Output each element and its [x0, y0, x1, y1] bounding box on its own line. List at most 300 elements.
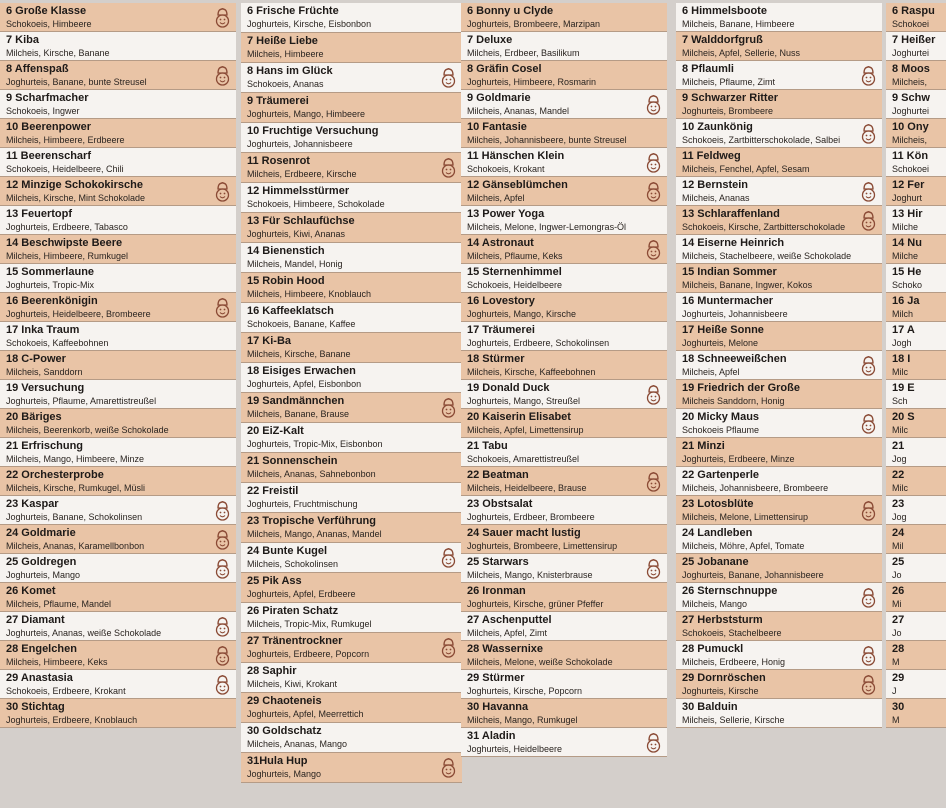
ice-cream-smiley-icon [215, 615, 230, 637]
menu-row [241, 213, 462, 243]
flavor-ingredients: Joghurtei [892, 106, 930, 116]
flavor-name: 12 Himmelsstürmer [247, 185, 350, 197]
flavor-ingredients: Jog [892, 454, 907, 464]
flavor-name: 24 Sauer macht lustig [467, 527, 581, 539]
flavor-ingredients: Joghurteis, Kirsche, Popcorn [467, 686, 583, 696]
menu-row [676, 3, 882, 32]
ice-cream-smiley-icon [441, 546, 456, 568]
menu-row [886, 699, 946, 728]
ice-cream-smiley-icon [646, 383, 661, 405]
menu-row [241, 513, 462, 543]
flavor-name: 6 Bonny u Clyde [467, 5, 554, 17]
flavor-ingredients: Milcheis, Apfel, Sellerie, Nuss [682, 48, 801, 58]
menu-row [886, 438, 946, 467]
flavor-name: 12 Fer [892, 179, 925, 191]
flavor-name: 13 Power Yoga [467, 208, 545, 220]
flavor-ingredients: Mil [892, 541, 904, 551]
flavor-ingredients: Milcheis, Mandel, Honig [247, 259, 343, 269]
menu-row [461, 409, 667, 438]
flavor-name: 12 Bernstein [682, 179, 749, 191]
flavor-name: 14 Beschwipste Beere [6, 237, 123, 249]
flavor-name: 14 Astronaut [467, 237, 534, 249]
menu-row [886, 409, 946, 438]
flavor-ingredients: Joghurteis, Kirsche, Eisbonbon [247, 19, 372, 29]
menu-row [676, 641, 882, 670]
menu-row [676, 699, 882, 728]
menu-row [676, 670, 882, 699]
flavor-name: 14 Eiserne Heinrich [682, 237, 785, 249]
flavor-name: 12 Minzige Schokokirsche [6, 179, 143, 191]
flavor-name: 16 Lovestory [467, 295, 535, 307]
flavor-name: 24 Landleben [682, 527, 753, 539]
menu-row [676, 177, 882, 206]
flavor-name: 25 Starwars [467, 556, 529, 568]
flavor-ingredients: Joghurteis, Erdbeere, Tabasco [6, 222, 128, 232]
flavor-ingredients: Milcheis, Mango, Himbeere, Minze [6, 454, 145, 464]
flavor-ingredients: Milcheis, Mango, Rumkugel [467, 715, 578, 725]
flavor-name: 10 Zaunkönig [682, 121, 753, 133]
menu-row [886, 235, 946, 264]
menu-row [886, 583, 946, 612]
flavor-ingredients: Schokoeis, Zartbitterschokolade, Salbei [682, 135, 841, 145]
flavor-ingredients: Joghurteis, Mango, Kirsche [467, 309, 577, 319]
flavor-ingredients: Milcheis, Ananas, Mango [247, 739, 348, 749]
flavor-ingredients: Joghurteis, Brombeere, Marzipan [467, 19, 601, 29]
flavor-name: 19 Friedrich der Große [682, 382, 800, 394]
flavor-name: 20 EiZ-Kalt [247, 425, 304, 437]
menu-row [241, 153, 462, 183]
flavor-name: 11 Rosenrot [247, 155, 310, 167]
flavor-ingredients: Schokoeis, Krokant [467, 164, 545, 174]
flavor-ingredients: Joghurteis, Himbeere, Rosmarin [467, 77, 597, 87]
flavor-ingredients: Jo [892, 570, 902, 580]
flavor-name: 13 Schlaraffenland [682, 208, 780, 220]
menu-row [241, 63, 462, 93]
menu-row [461, 235, 667, 264]
ice-cream-smiley-icon [861, 586, 876, 608]
flavor-ingredients: Milcheis, Himbeere, Rumkugel [6, 251, 129, 261]
menu-row [0, 61, 236, 90]
flavor-ingredients: Milcheis, Melone, Ingwer-Lemongras-Öl [467, 222, 627, 232]
flavor-ingredients: Milcheis, Erdbeere, Honig [682, 657, 786, 667]
flavor-name: 10 Fruchtige Versuchung [247, 125, 379, 137]
menu-row [0, 670, 236, 699]
menu-row [676, 206, 882, 235]
flavor-ingredients: Joghurteis, Kiwi, Ananas [247, 229, 346, 239]
flavor-ingredients: Milcheis, Tropic-Mix, Rumkugel [247, 619, 372, 629]
menu-row [886, 641, 946, 670]
flavor-ingredients: Joghurteis, Banane, bunte Streusel [6, 77, 147, 87]
flavor-ingredients: Joghurtei [892, 48, 930, 58]
flavor-ingredients: Milcheis, Apfel [682, 367, 740, 377]
flavor-ingredients: Joghurteis, Tropic-Mix, Eisbonbon [247, 439, 383, 449]
flavor-name: 11 Feldweg [682, 150, 741, 162]
menu-row [676, 264, 882, 293]
flavor-ingredients: M [892, 715, 900, 725]
flavor-ingredients: Milc [892, 425, 908, 435]
flavor-ingredients: Milcheis, Erdbeer, Basilikum [467, 48, 580, 58]
menu-row [0, 322, 236, 351]
menu-row [676, 496, 882, 525]
flavor-ingredients: Milcheis, Beerenkorb, weiße Schokolade [6, 425, 169, 435]
menu-row [886, 525, 946, 554]
menu-row [461, 728, 667, 757]
flavor-name: 25 Jobanane [682, 556, 749, 568]
flavor-name: 26 [892, 585, 905, 597]
flavor-ingredients: Milcheis, Banane, Ingwer, Kokos [682, 280, 813, 290]
flavor-name: 25 [892, 556, 905, 568]
ice-cream-smiley-icon [215, 64, 230, 86]
ice-cream-smiley-icon [215, 557, 230, 579]
flavor-name: 16 Muntermacher [682, 295, 774, 307]
flavor-ingredients: Joghurteis, Fruchtmischung [247, 499, 358, 509]
flavor-name: 15 Sternenhimmel [467, 266, 562, 278]
menu-row [241, 273, 462, 303]
flavor-name: 10 Ony [892, 121, 929, 133]
flavor-name: 25 Pik Ass [247, 575, 302, 587]
menu-row [0, 554, 236, 583]
flavor-ingredients: J [892, 686, 897, 696]
menu-row [461, 670, 667, 699]
menu-row [0, 438, 236, 467]
menu-row [461, 90, 667, 119]
menu-row [676, 61, 882, 90]
menu-row [461, 351, 667, 380]
flavor-ingredients: Milcheis, Ananas [682, 193, 750, 203]
flavor-ingredients: M [892, 657, 900, 667]
menu-row [886, 119, 946, 148]
flavor-ingredients: Schokoeis, Himbeere, Schokolade [247, 199, 385, 209]
menu-row [676, 235, 882, 264]
flavor-name: 20 Kaiserin Elisabet [467, 411, 571, 423]
flavor-name: 19 Sandmännchen [247, 395, 345, 407]
flavor-ingredients: Milcheis, Heidelbeere, Brause [467, 483, 587, 493]
flavor-ingredients: Schokoeis, Heidelbeere, Chili [6, 164, 124, 174]
menu-row [676, 409, 882, 438]
flavor-name: 13 Feuertopf [6, 208, 73, 220]
flavor-ingredients: Joghurteis, Pflaume, Amarettistreußel [6, 396, 157, 406]
ice-cream-smiley-icon [861, 412, 876, 434]
flavor-name: 29 Stürmer [467, 672, 525, 684]
ice-cream-smiley-icon [861, 122, 876, 144]
flavor-ingredients: Joghurteis, Johannisbeere [247, 139, 353, 149]
flavor-ingredients: Schokoeis, Kaffeebohnen [6, 338, 109, 348]
flavor-name: 18 Stürmer [467, 353, 525, 365]
flavor-name: 15 He [892, 266, 922, 278]
flavor-name: 9 Schw [892, 92, 930, 104]
flavor-name: 24 Goldmarie [6, 527, 76, 539]
menu-row [461, 61, 667, 90]
menu-row [886, 496, 946, 525]
flavor-name: 22 Orchesterprobe [6, 469, 104, 481]
menu-row [0, 32, 236, 61]
flavor-name: 29 Anastasia [6, 672, 73, 684]
flavor-name: 6 Frische Früchte [247, 5, 339, 17]
menu-row [241, 753, 462, 783]
flavor-name: 9 Träumerei [247, 95, 309, 107]
ice-cream-smiley-icon [646, 151, 661, 173]
flavor-name: 26 Sternschnuppe [682, 585, 778, 597]
menu-row [676, 380, 882, 409]
flavor-name: 17 Träumerei [467, 324, 535, 336]
flavor-ingredients: Joghurteis, Johannisbeere [682, 309, 788, 319]
flavor-ingredients: Milcheis, Apfel, Zimt [467, 628, 548, 638]
flavor-name: 23 Kaspar [6, 498, 59, 510]
menu-row [461, 467, 667, 496]
ice-cream-smiley-icon [441, 756, 456, 778]
flavor-name: 21 Tabu [467, 440, 508, 452]
flavor-name: 30 Balduin [682, 701, 738, 713]
menu-row [241, 603, 462, 633]
flavor-name: 26 Piraten Schatz [247, 605, 339, 617]
flavor-name: 24 [892, 527, 905, 539]
flavor-name: 14 Nu [892, 237, 922, 249]
menu-row [0, 90, 236, 119]
menu-row [676, 90, 882, 119]
menu-row [886, 293, 946, 322]
flavor-name: 30 Havanna [467, 701, 529, 713]
flavor-name: 27 Diamant [6, 614, 65, 626]
menu-row [241, 483, 462, 513]
flavor-name: 8 Affenspaß [6, 63, 69, 75]
menu-row [461, 438, 667, 467]
menu-row [0, 3, 236, 32]
flavor-ingredients: Joghurteis, Tropic-Mix [6, 280, 95, 290]
flavor-name: 24 Bunte Kugel [247, 545, 328, 557]
flavor-name: 22 Gartenperle [682, 469, 760, 481]
menu-row [241, 3, 462, 33]
flavor-ingredients: Milcheis, [892, 135, 928, 145]
menu-row [241, 243, 462, 273]
menu-row [241, 663, 462, 693]
flavor-ingredients: Joghurteis, Erdbeere, Popcorn [247, 649, 370, 659]
flavor-ingredients: Joghurteis, Apfel, Erdbeere [247, 589, 356, 599]
flavor-ingredients: Milcheis, Himbeere, Erdbeere [6, 135, 125, 145]
flavor-ingredients: Milche [892, 251, 919, 261]
flavor-ingredients: Schokoeis, Himbeere [6, 19, 92, 29]
flavor-ingredients: Milcheis, Kirsche, Mint Schokolade [6, 193, 146, 203]
flavor-ingredients: Milcheis, Mango, Knisterbrause [467, 570, 593, 580]
flavor-name: 16 Beerenkönigin [6, 295, 98, 307]
menu-row [461, 32, 667, 61]
flavor-name: 11 Kön [892, 150, 929, 162]
menu-row [886, 322, 946, 351]
menu-row [461, 699, 667, 728]
flavor-name: 19 Donald Duck [467, 382, 550, 394]
flavor-name: 27 Herbststurm [682, 614, 763, 626]
menu-row [0, 525, 236, 554]
flavor-ingredients: Joghurteis, Banane, Schokolinsen [6, 512, 143, 522]
menu-column-4 [676, 3, 882, 728]
ice-cream-smiley-icon [861, 64, 876, 86]
flavor-ingredients: Milcheis, Sanddorn [6, 367, 83, 377]
flavor-ingredients: Joghurteis, Ananas, weiße Schokolade [6, 628, 162, 638]
flavor-name: 8 Hans im Glück [247, 65, 333, 77]
flavor-ingredients: Milcheis, Kiwi, Krokant [247, 679, 338, 689]
menu-row [0, 612, 236, 641]
flavor-ingredients: Sch [892, 396, 908, 406]
flavor-ingredients: Joghurteis, Apfel, Eisbonbon [247, 379, 362, 389]
flavor-ingredients: Milcheis, Kirsche, Banane [6, 48, 110, 58]
flavor-ingredients: Joghurteis, Erdbeere, Minze [682, 454, 795, 464]
flavor-ingredients: Milcheis, Möhre, Apfel, Tomate [682, 541, 805, 551]
menu-row [886, 612, 946, 641]
flavor-ingredients: Milcheis, Pflaume, Mandel [6, 599, 112, 609]
menu-row [461, 583, 667, 612]
ice-cream-smiley-icon [215, 499, 230, 521]
flavor-ingredients: Schokoeis Pflaume [682, 425, 760, 435]
menu-row [241, 543, 462, 573]
flavor-ingredients: Milcheis, Pflaume, Zimt [682, 77, 776, 87]
ice-cream-smiley-icon [441, 396, 456, 418]
flavor-ingredients: Schokoeis, Kirsche, Zartbitterschokolade [682, 222, 846, 232]
flavor-ingredients: Schokoei [892, 19, 930, 29]
flavor-name: 25 Goldregen [6, 556, 77, 568]
menu-row [0, 264, 236, 293]
menu-row [0, 641, 236, 670]
flavor-name: 9 Goldmarie [467, 92, 531, 104]
ice-cream-smiley-icon [646, 238, 661, 260]
menu-row [241, 423, 462, 453]
flavor-ingredients: Milcheis, Banane, Himbeere [682, 19, 795, 29]
flavor-ingredients: Milcheis, Kirsche, Banane [247, 349, 351, 359]
menu-row [241, 393, 462, 423]
menu-row [676, 351, 882, 380]
ice-cream-smiley-icon [646, 557, 661, 579]
menu-row [886, 670, 946, 699]
menu-row [676, 467, 882, 496]
menu-row [461, 554, 667, 583]
menu-row [0, 177, 236, 206]
flavor-name: 11 Hänschen Klein [467, 150, 565, 162]
menu-row [0, 496, 236, 525]
flavor-ingredients: Joghurteis, Erdbeere, Knoblauch [6, 715, 138, 725]
flavor-ingredients: Joghurteis, Mango, Himbeere [247, 109, 366, 119]
menu-row [461, 3, 667, 32]
flavor-name: 27 Tränentrockner [247, 635, 343, 647]
menu-row [241, 303, 462, 333]
flavor-name: 16 Ja [892, 295, 920, 307]
menu-row [886, 554, 946, 583]
flavor-ingredients: Joghurteis, Brombeere, Limettensirup [467, 541, 618, 551]
menu-row [0, 119, 236, 148]
flavor-ingredients: Milcheis, Himbeere [247, 49, 324, 59]
ice-cream-smiley-icon [646, 93, 661, 115]
menu-column-5 [886, 3, 946, 728]
flavor-ingredients: Milcheis, Kirsche, Kaffeebohnen [467, 367, 596, 377]
flavor-ingredients: Milcheis, Melone, weiße Schokolade [467, 657, 613, 667]
menu-row [461, 496, 667, 525]
menu-row [241, 633, 462, 663]
flavor-ingredients: Milcheis, Ananas, Karamellbonbon [6, 541, 145, 551]
flavor-name: 15 Indian Sommer [682, 266, 777, 278]
menu-row [461, 206, 667, 235]
flavor-name: 27 [892, 614, 905, 626]
menu-row [241, 573, 462, 603]
menu-row [461, 119, 667, 148]
flavor-name: 29 Chaoteneis [247, 695, 322, 707]
flavor-ingredients: Mi [892, 599, 902, 609]
menu-row [676, 119, 882, 148]
flavor-ingredients: Milcheis, Pflaume, Keks [467, 251, 563, 261]
menu-row [0, 351, 236, 380]
flavor-name: 21 [892, 440, 905, 452]
flavor-ingredients: Joghurteis, Kirsche, grüner Pfeffer [467, 599, 604, 609]
flavor-name: 28 Saphir [247, 665, 297, 677]
menu-row [0, 409, 236, 438]
flavor-ingredients: Joghurteis, Brombeere [682, 106, 774, 116]
flavor-name: 8 Pflaumli [682, 63, 734, 75]
flavor-name: 8 Moos [892, 63, 930, 75]
menu-row [886, 3, 946, 32]
flavor-name: 23 [892, 498, 905, 510]
ice-cream-smiley-icon [861, 673, 876, 695]
menu-row [676, 148, 882, 177]
flavor-name: 28 [892, 643, 905, 655]
flavor-name: 29 [892, 672, 905, 684]
menu-row [241, 33, 462, 63]
flavor-ingredients: Milc [892, 367, 908, 377]
flavor-ingredients: Joghurteis, Heidelbeere, Brombeere [6, 309, 151, 319]
menu-row [0, 583, 236, 612]
flavor-ingredients: Schokoei [892, 164, 930, 174]
ice-cream-smiley-icon [215, 6, 230, 28]
flavor-name: 20 Micky Maus [682, 411, 760, 423]
menu-row [676, 554, 882, 583]
menu-row [676, 322, 882, 351]
menu-row [886, 467, 946, 496]
flavor-name: 30 Goldschatz [247, 725, 322, 737]
ice-cream-smiley-icon [861, 499, 876, 521]
flavor-ingredients: Schokoeis, Amarettistreußel [467, 454, 580, 464]
flavor-name: 22 Beatman [467, 469, 529, 481]
flavor-ingredients: Milcheis, Himbeere, Keks [6, 657, 108, 667]
flavor-name: 30 [892, 701, 905, 713]
ice-cream-smiley-icon [215, 673, 230, 695]
flavor-name: 18 C-Power [6, 353, 66, 365]
menu-row [241, 723, 462, 753]
flavor-name: 18 Eisiges Erwachen [247, 365, 356, 377]
flavor-name: 10 Beerenpower [6, 121, 91, 133]
menu-row [886, 177, 946, 206]
menu-row [0, 235, 236, 264]
flavor-ingredients: Joghurteis, Mango [247, 769, 322, 779]
flavor-name: 8 Gräfin Cosel [467, 63, 542, 75]
menu-row [886, 90, 946, 119]
flavor-ingredients: Joghurteis, Heidelbeere [467, 744, 563, 754]
menu-row [461, 177, 667, 206]
menu-row [0, 380, 236, 409]
flavor-name: 19 Versuchung [6, 382, 85, 394]
flavor-ingredients: Milcheis, Mango, Ananas, Mandel [247, 529, 382, 539]
menu-row [676, 438, 882, 467]
flavor-name: 18 Schneeweißchen [682, 353, 787, 365]
flavor-name: 9 Scharfmacher [6, 92, 89, 104]
flavor-name: 23 Tropische Verführung [247, 515, 376, 527]
menu-row [676, 293, 882, 322]
ice-cream-smiley-icon [861, 354, 876, 376]
menu-column-3 [461, 3, 667, 757]
menu-row [0, 699, 236, 728]
ice-cream-smiley-icon [441, 66, 456, 88]
flavor-name: 26 Ironman [467, 585, 526, 597]
menu-row [241, 123, 462, 153]
ice-cream-smiley-icon [441, 156, 456, 178]
flavor-name: 20 Bäriges [6, 411, 62, 423]
ice-cream-smiley-icon [646, 180, 661, 202]
ice-cream-smiley-icon [861, 180, 876, 202]
menu-row [886, 264, 946, 293]
